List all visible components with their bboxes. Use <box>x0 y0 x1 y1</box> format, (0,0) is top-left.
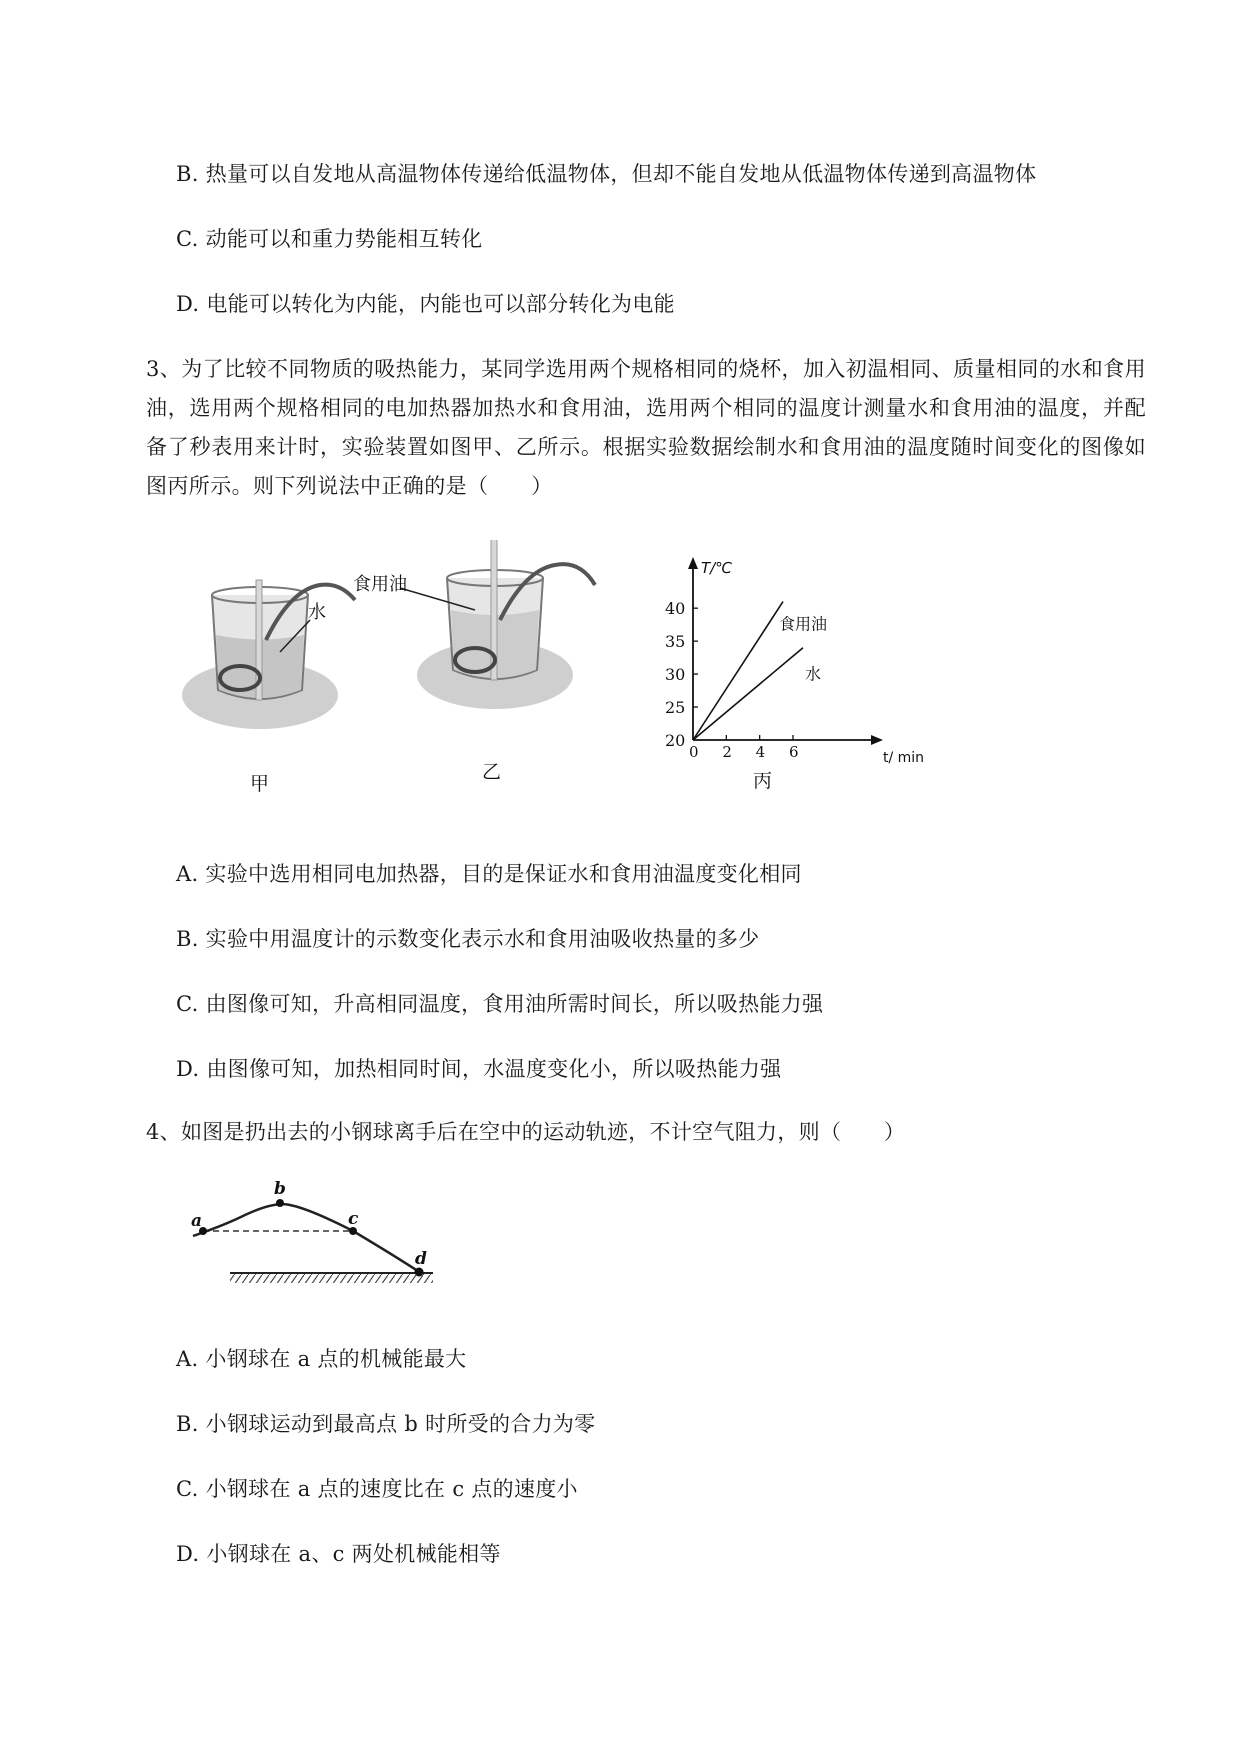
graph-y-label: T/℃ <box>701 559 733 577</box>
beaker-a-label: 水 <box>308 602 326 623</box>
q3-option-c: C. 由图像可知，升高相同温度，食用油所需时间长，所以吸热能力强 <box>176 992 824 1016</box>
series-label: 水 <box>805 664 822 684</box>
q3-option-a: A. 实验中选用相同电加热器，目的是保证水和食用油温度变化相同 <box>176 862 802 886</box>
q4-option-b: B. 小钢球运动到最高点 b 时所受的合力为零 <box>176 1412 596 1436</box>
label-d: d <box>415 1249 427 1269</box>
q2-option-c: C. 动能可以和重力势能相互转化 <box>176 227 483 251</box>
x-tick-label: 6 <box>789 743 799 761</box>
q3-apparatus-figure <box>170 540 650 810</box>
x-tick-label: 4 <box>755 743 766 761</box>
beaker-a-caption: 甲 <box>250 773 270 795</box>
y-tick-label: 35 <box>665 632 686 652</box>
q2-option-b: B. 热量可以自发地从高温物体传递给低温物体，但却不能自发地从低温物体传递到高温物体 <box>176 162 1037 186</box>
graph-x-label: t/ min <box>883 750 925 766</box>
series-line <box>693 602 783 740</box>
q3-option-d: D. 由图像可知，加热相同时间，水温度变化小，所以吸热能力强 <box>176 1057 782 1081</box>
x-tick-label: 2 <box>722 743 732 761</box>
temperature-time-graph <box>655 555 935 805</box>
x-axis-arrow <box>871 735 883 745</box>
y-tick-label: 40 <box>665 599 686 619</box>
q4-option-d: D. 小钢球在 a、c 两处机械能相等 <box>176 1542 501 1566</box>
y-tick-label: 30 <box>665 665 686 685</box>
series-label: 食用油 <box>779 614 828 634</box>
q4-stem: 4、如图是扔出去的小钢球离手后在空中的运动轨迹，不计空气阻力，则（ ） <box>146 1120 906 1144</box>
series-line <box>693 648 803 740</box>
trajectory-figure <box>185 1175 445 1285</box>
beaker-oil <box>400 540 595 709</box>
beaker-water <box>182 580 355 729</box>
q2-option-d: D. 电能可以转化为内能，内能也可以部分转化为电能 <box>176 292 675 316</box>
label-b: b <box>274 1179 286 1199</box>
q3-stem: 3、为了比较不同物质的吸热能力，某同学选用两个规格相同的烧杯，加入初温相同、质量相同的水和食用油，选用两个规格相同的电加热器加热水和食用油，选用两个相同的温度计测量水和食用油的温度，并配备了秒表用来计时，实验装置如图甲、乙所示。根据实验数据绘制水和食用油的温度随时间变化的图像如图丙所示。则下列说法中正确的是（ ） <box>146 357 1146 498</box>
y-tick-label: 25 <box>665 698 686 718</box>
y-tick-label: 20 <box>665 731 686 750</box>
beaker-b-label: 食用油 <box>353 574 407 595</box>
q4-option-c: C. 小钢球在 a 点的速度比在 c 点的速度小 <box>176 1477 578 1501</box>
label-c: c <box>348 1209 359 1229</box>
graph-axes <box>688 557 883 745</box>
y-axis-arrow <box>688 557 698 569</box>
graph-caption: 丙 <box>753 770 773 792</box>
label-a: a <box>191 1211 203 1231</box>
beaker-b-caption: 乙 <box>482 761 502 783</box>
q4-option-a: A. 小钢球在 a 点的机械能最大 <box>176 1347 467 1371</box>
point-b <box>276 1199 284 1207</box>
trajectory-curve <box>193 1204 421 1273</box>
q3-option-b: B. 实验中用温度计的示数变化表示水和食用油吸收热量的多少 <box>176 927 760 951</box>
graph-lines <box>693 602 827 740</box>
x-tick-label: 0 <box>689 743 699 761</box>
ground-hatch <box>230 1274 433 1283</box>
